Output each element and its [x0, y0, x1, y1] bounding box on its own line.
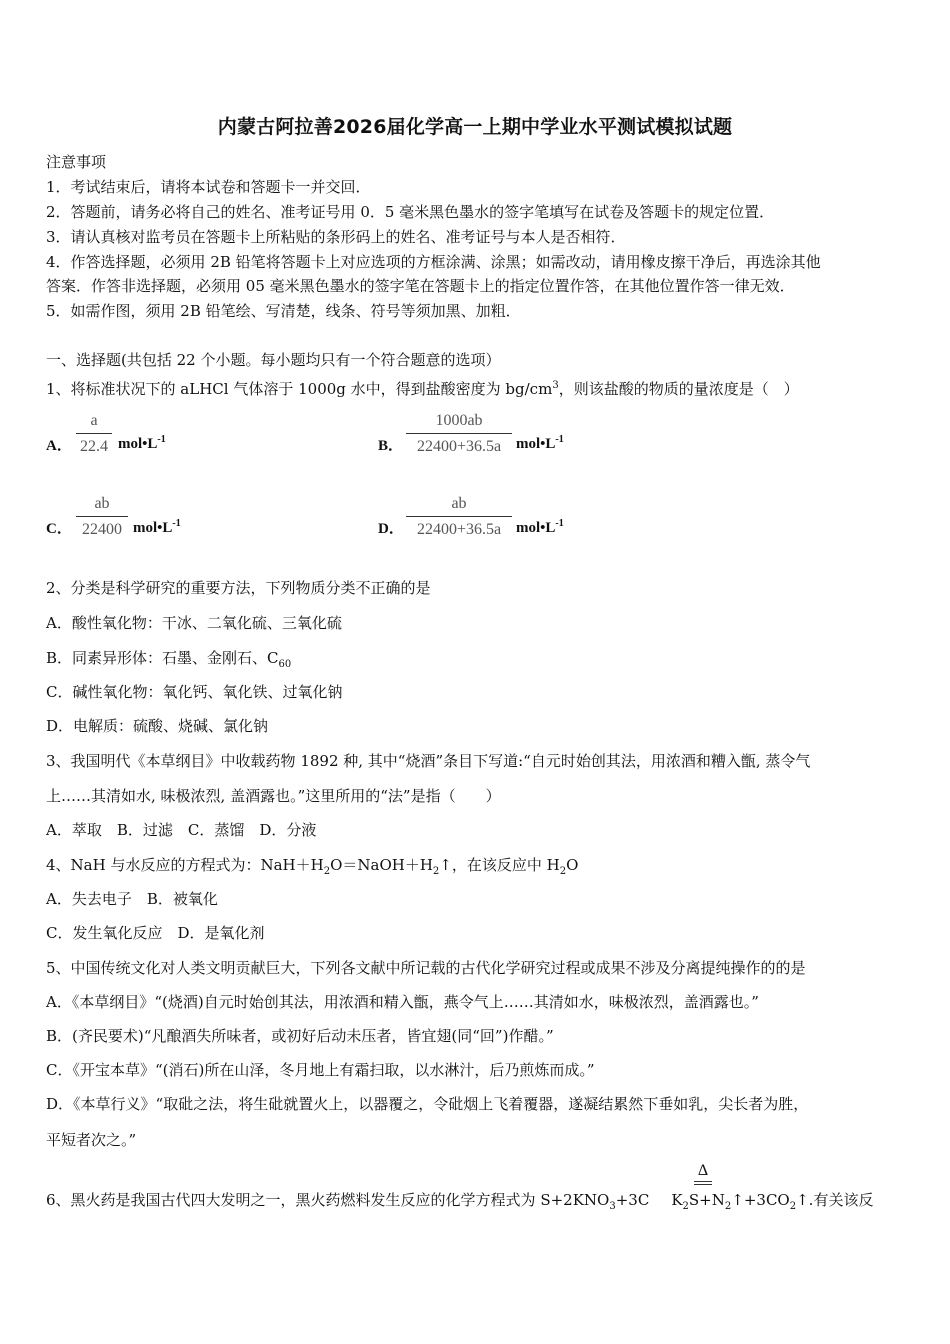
numerator: a [90, 412, 98, 429]
q4-options-row1: A．失去电子 B．被氧化 [46, 890, 218, 908]
q1-option-a-fraction [76, 410, 112, 458]
q3-options: A．萃取 B．过滤 C．蒸馏 D．分液 [46, 821, 317, 839]
q5-option-d-line1: D．《本草行义》“取砒之法，将生砒就置火上，以器覆之，令砒烟上飞着覆器，遂凝结累然下垂如乳，尖长者为胜， [46, 1095, 809, 1113]
q1-option-d-unit: $mol•L^{-1}$ [516, 518, 564, 536]
q6-stem: 6、黑火药是我国古代四大发明之一，黑火药燃料发生反应的化学方程式为 $S+2KNO_3+3C$ $K_2S+N_2↑+3CO_2↑$.有关该反 [46, 1191, 874, 1212]
q5-option-a: A．《本草纲目》“(烧酒)自元时始创其法，用浓酒和精入甑，燕令气上……其清如水，味极浓烈，盖酒露也。” [46, 993, 759, 1011]
q2-option-a: A．酸性氧化物：干冰、二氧化硫、三氧化硫 [46, 614, 342, 632]
q1-option-b-label: B． [378, 438, 404, 454]
q5-stem: 5、中国传统文化对人类文明贡献巨大，下列各文献中所记载的古代化学研究过程或成果不涉及分离提纯操作的的是 [46, 959, 806, 977]
section-heading: 一、选择题(共包括 22 个小题。每小题均只有一个符合题意的选项） [46, 351, 501, 369]
q1-option-d-fraction [406, 493, 512, 541]
notice-heading: 注意事项 [46, 153, 107, 171]
notice-item-2: 2．答题前，请务必将自己的姓名、准考证号用 0．5 毫米黑色墨水的签字笔填写在试卷及答题卡的规定位置． [46, 203, 775, 221]
q1-option-c-label: C． [46, 521, 72, 537]
q2-stem: 2、分类是科学研究的重要方法，下列物质分类不正确的是 [46, 579, 431, 597]
notice-item-3: 3．请认真核对监考员在答题卡上所粘贴的条形码上的姓名、准考证号与本人是否相符． [46, 228, 626, 246]
denominator: 22400+36.5a [416, 521, 502, 538]
notice-item-1: 1．考试结束后，请将本试卷和答题卡一并交回． [46, 178, 371, 196]
notice-item-4: 4．作答选择题，必须用 2B 铅笔将答题卡上对应选项的方框涂满、涂黑；如需改动，请用橡皮擦干净后，再选涂其他 [46, 253, 821, 271]
q1-option-a-label: A． [46, 438, 72, 454]
q4-options-row2: C．发生氧化反应 D．是氧化剂 [46, 924, 265, 942]
q3-stem-line1: 3、我国明代《本草纲目》中收载药物 1892 种, 其中“烧酒”条目下写道:“自元时始创其法，用浓酒和糟入甑, 蒸令气 [46, 752, 811, 770]
q1-option-c-unit: $mol•L^{-1}$ [133, 518, 181, 536]
heating-condition-symbol: Δ [694, 1162, 712, 1185]
q1-option-d-label: D． [378, 521, 404, 537]
q1-option-c-fraction [76, 493, 128, 541]
numerator: ab [94, 495, 110, 512]
denominator: 22400+36.5a [416, 438, 502, 455]
page-title: 内蒙古阿拉善2026届化学高一上期中学业水平测试模拟试题 [217, 116, 733, 138]
numerator: ab [451, 495, 467, 512]
q5-option-b: B．(齐民要术)“凡酿酒失所味者，或初好后动未压者，皆宜翅(同“回”)作醋。” [46, 1027, 554, 1045]
notice-item-5: 5．如需作图，须用 2B 铅笔绘、写清楚，线条、符号等须加黑、加粗． [46, 302, 521, 320]
q1-option-b-fraction [406, 410, 512, 458]
q5-option-c: C．《开宝本草》“(消石)所在山泽，冬月地上有霜扫取，以水淋汁，后乃煎炼而成。” [46, 1061, 595, 1079]
denominator: 22.4 [80, 438, 108, 455]
q1-option-b-unit: $mol•L^{-1}$ [516, 434, 564, 452]
notice-item-4-cont: 答案．作答非选择题，必须用 05 毫米黑色墨水的签字笔在答题卡上的指定位置作答，在其他位置作答一律无效． [46, 277, 795, 295]
q1-stem: 1、将标准状况下的 aLHCl 气体溶于 1000g 水中，得到盐酸密度为 $bg/cm^3$，则该盐酸的物质的量浓度是（ ） [46, 380, 799, 398]
q3-stem-line2: 上……其清如水, 味极浓烈, 盖酒露也。”这里所用的“法”是指（ ） [46, 787, 501, 805]
q2-option-d: D．电解质：硫酸、烧碱、氯化钠 [46, 717, 269, 735]
q1-option-a-unit: $mol•L^{-1}$ [118, 434, 166, 452]
numerator: 1000ab [435, 412, 483, 429]
q5-option-d-line2: 平短者次之。” [46, 1131, 137, 1149]
q2-option-b: B．同素异形体：石墨、金刚石、$C_{60}$ [46, 649, 292, 670]
q4-stem: 4、NaH 与水反应的方程式为：$NaH+H_2O=NaOH+H_2↑$，在该反应中 $H_2O$ [46, 856, 579, 877]
denominator: 22400 [82, 521, 122, 538]
q2-option-c: C．碱性氧化物：氧化钙、氧化铁、过氧化钠 [46, 683, 343, 701]
